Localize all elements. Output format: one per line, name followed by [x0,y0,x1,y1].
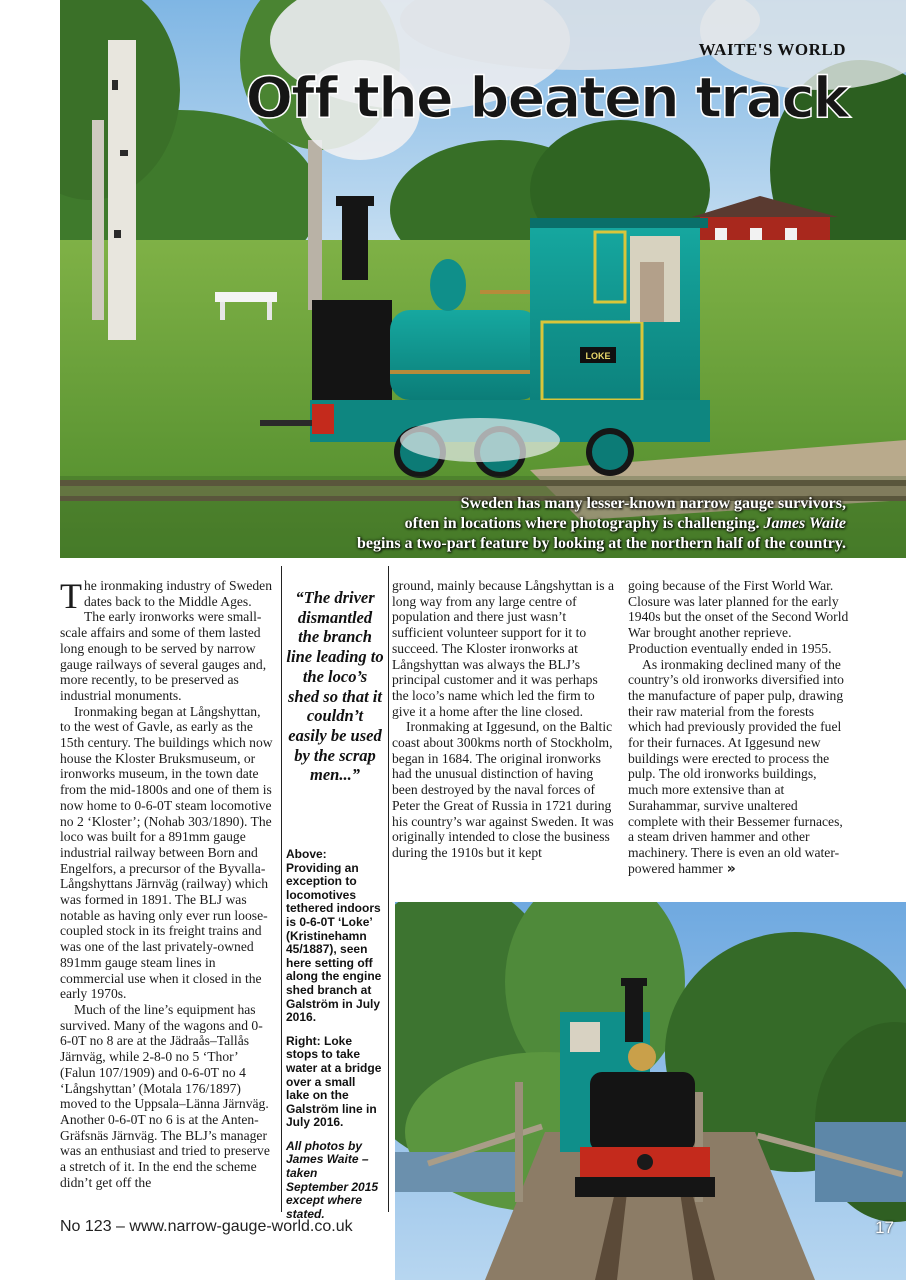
section-label: WAITE'S WORLD [698,40,846,59]
article-paragraph: The ironmaking industry of Sweden dates back to the Middle Ages. The early ironworks were small-scale affairs and some of them lasted long enough to be served by narrow gauge railways of several gauges and, more recently, to be preserved as industrial monuments. [60,576,273,703]
hero-photo [60,0,906,558]
photo-credit: All photos by James Waite – taken September 2015 except where stated. [286,1138,379,1221]
bridge-photo [395,902,906,1280]
caption-above: Above: Providing an exception to locomotives tethered indoors is 0-6-0T ‘Loke’ (Kristinehamn 45/1887), seen here setting off along the engine shed branch at Galström in July 2016. [286,847,382,1025]
article-paragraph: going because of the First World War. Closure was later planned for the early 1940s but the onset of the Second World War brought another reprieve. Production eventually ended in 1955. [628,578,849,656]
drop-cap: T [60,576,82,616]
column-rule [281,566,282,1212]
standfirst-author: James Waite [763,515,846,532]
footer-issue-site: No 123 – www.narrow-gauge-world.co.uk [60,1218,353,1235]
article-column-3 [628,578,850,877]
article-column-1 [60,578,274,1190]
standfirst-line-3: begins a two-part feature by looking at the northern half of the country. [356,535,846,552]
photo-captions [286,848,382,1231]
standfirst [286,494,846,554]
standfirst-line-2: often in locations where photography is challenging. [404,515,760,532]
caption-right: Right: Loke stops to take water at a bridge over a small lake on the Galström line in July 2016. [286,1033,382,1130]
article-paragraph: Ironmaking began at Långshyttan, to the west of Gavle, as early as the 15th century. The buildings which now house the Kloster Bruksmuseum, or ironworks museum, in the town date from the mid-1800s and one of them is now home to 0-6-0T steam locomotive no 2 ‘Kloster’; (Nohab 303/1890). The loco was built for a 891mm gauge industrial railway between Born and Engelfors, a precursor of the Byvalla-Långshyttans Järnväg (railway) which was formed in 1891. The BLJ was notable as having only ever run loose-coupled stock in its freight trains and was one of the last privately-owned 891mm gauge steam lines in commercial use when it closed in the early 1970s. [60,703,273,1002]
pull-quote: “The driver dismantled the branch line leading to the loco’s shed so that it couldn’t easily be used by the scrap men...” [286,588,384,785]
standfirst-line-1: Sweden has many lesser-known narrow gauge survivors, [460,495,846,512]
column-rule [388,566,389,1212]
article-paragraph: Much of the line’s equipment has survived. Many of the wagons and 0-6-0T no 8 are at the Jädraås–Tallås Järnväg, while 2-8-0 no 5 ‘Thor’ (Falun 107/1909) and 0-6-0T no 4 ‘Långshyttan’ (Motala 176/1897) moved to the Uppsala–Länna Järnväg. Another 0-6-0T no 6 is at the Anten-Gräfsnäs Järnväg. The BLJ’s manager was an enthusiast and tried to preserve a stretch of it. In the end the scheme didn’t get off the [60,1001,270,1190]
article-paragraph: ground, mainly because Långshyttan is a long way from any large centre of population and there just wasn’t sufficient volunteer support for it to succeed. The Kloster ironworks at Långshyttan was always the BLJ’s principal customer and it was perhaps the loco’s name which led the firm to give it a home after the line closed. [392,578,614,719]
article-column-2 [392,578,614,861]
continue-arrow-icon: » [726,860,736,877]
headline: Off the beaten track [245,66,848,131]
page-number: 17 [875,1218,894,1237]
article-paragraph: Ironmaking at Iggesund, on the Baltic coast about 300kms north of Stockholm, began in 1684. The original ironworks had the unusual distinction of having been destroyed by the naval forces of Peter the Great of Russia in 1721 during his country’s war against Sweden. It was originally intended to close the business during the 1910s but it kept [392,719,614,860]
loco-nameplate: LOKE [585,351,611,361]
article-paragraph: As ironmaking declined many of the country’s old ironworks diversified into the manufacture of paper pulp, drawing their raw material from the forests which had previously provided the fuel for their furnaces. At Iggesund new buildings were erected to process the pulp. The old ironworks buildings, much more extensive than at Surahammar, survive unaltered complete with their Bessemer furnaces, a steam driven hammer and other machinery. There is even an old water-powered hammer » [628,656,844,877]
bridge-photo-illustration [395,902,906,1280]
